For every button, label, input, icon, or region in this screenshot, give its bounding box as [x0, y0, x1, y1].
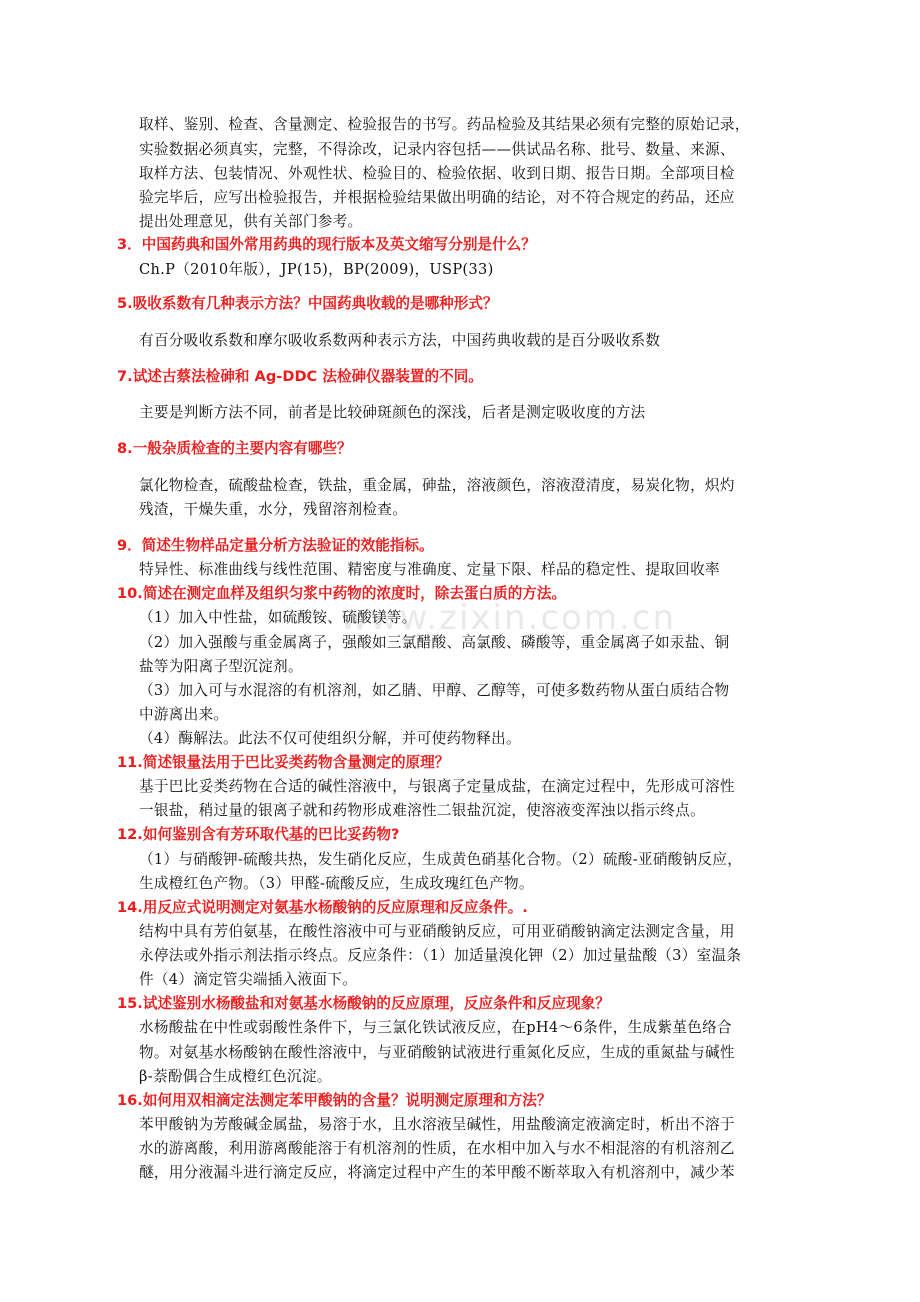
question-heading: 12.如何鉴别含有芳环取代基的巴比妥药物?	[117, 826, 400, 843]
body-line: 结构中具有芳伯氨基，在酸性溶液中可与亚硝酸钠反应，可用亚硝酸钠滴定法测定含量，用	[139, 923, 735, 940]
body-line: β-萘酚偶合生成橙红色沉淀。	[139, 1068, 332, 1085]
body-line: 物。对氨基水杨酸钠在酸性溶液中，与亚硝酸钠试液进行重氮化反应，生成的重氮盐与碱性	[139, 1044, 735, 1061]
watermark: www.zixin.com.cn	[340, 598, 676, 638]
body-line: 氯化物检查，硫酸盐检查，铁盐，重金属，砷盐，溶液颜色，溶液澄清度，易炭化物，炽灼	[139, 477, 735, 494]
body-line: 中游离出来。	[139, 706, 229, 723]
body-line: Ch.P（2010年版），JP(15)，BP(2009)，USP(33)	[139, 261, 494, 278]
body-line: 盐等为阳离子型沉淀剂。	[139, 658, 303, 675]
body-line: 醚，用分液漏斗进行滴定反应，将滴定过程中产生的苯甲酸不断萃取入有机溶剂中，减少苯	[139, 1164, 735, 1181]
body-line: 主要是判断方法不同，前者是比较砷斑颜色的深浅，后者是测定吸收度的方法	[139, 404, 646, 421]
body-line: （1）与硝酸钾-硫酸共热，发生硝化反应，生成黄色硝基化合物。（2）硫酸-亚硝酸钠反应，	[139, 851, 743, 868]
body-line: 实验数据必须真实，完整，不得涂改，记录内容包括——供试品名称、批号、数量、来源、	[139, 141, 735, 158]
question-heading: 3．中国药典和国外常用药典的现行版本及英文缩写分别是什么？	[117, 236, 536, 253]
body-line: 一银盐，稍过量的银离子就和药物形成难溶性二银盐沉淀，使溶液变浑浊以指示终点。	[139, 802, 705, 819]
body-line: 残渣，干燥失重，水分，残留溶剂检查。	[139, 501, 408, 518]
question-heading: 11.简述银量法用于巴比妥类药物含量测定的原理？	[117, 754, 450, 771]
body-line: （2）加入强酸与重金属离子，强酸如三氯醋酸、高氯酸、磷酸等，重金属离子如汞盐、铜	[139, 634, 730, 651]
body-line: 生成橙红色产物。（3）甲醛-硫酸反应，生成玫瑰红色产物。	[139, 875, 534, 892]
body-line: 苯甲酸钠为芳酸碱金属盐，易溶于水，且水溶液呈碱性，用盐酸滴定液滴定时，析出不溶于	[139, 1116, 735, 1133]
question-heading: 9．简述生物样品定量分析方法验证的效能指标。	[117, 537, 434, 554]
body-line: 件（4）滴定管尖端插入液面下。	[139, 971, 358, 988]
question-heading: 15.试述鉴别水杨酸盐和对氨基水杨酸钠的反应原理，反应条件和反应现象？	[117, 995, 610, 1012]
body-line: （3）加入可与水混溶的有机溶剂，如乙腈、甲醇、乙醇等，可使多数药物从蛋白质结合物	[139, 682, 730, 699]
body-line: （1）加入中性盐，如硫酸铵、硫酸镁等。	[139, 609, 417, 626]
body-line: 水的游离酸，利用游离酸能溶于有机溶剂的性质，在水相中加入与水不相混溶的有机溶剂乙	[139, 1140, 735, 1157]
body-line: （4）酶解法。此法不仅可使组织分解，并可使药物释出。	[139, 730, 521, 747]
body-line: 水杨酸盐在中性或弱酸性条件下，与三氯化铁试液反应，在pH4～6条件，生成紫堇色络合	[139, 1019, 732, 1036]
body-line: 有百分吸收系数和摩尔吸收系数两种表示方法，中国药典收载的是百分吸收系数	[139, 332, 661, 349]
body-line: 提出处理意见，供有关部门参考。	[139, 213, 363, 230]
body-line: 取样方法、包装情况、外观性状、检验目的、检验依据、收到日期、报告日期。全部项目检	[139, 165, 735, 182]
body-line: 特异性、标准曲线与线性范围、精密度与准确度、定量下限、样品的稳定性、提取回收率	[139, 561, 720, 578]
body-line: 验完毕后，应写出检验报告，并根据检验结果做出明确的结论，对不符合规定的药品，还应	[139, 189, 735, 206]
question-heading: 5.吸收系数有几种表示方法？中国药典收载的是哪种形式？	[117, 295, 498, 312]
body-line: 取样、鉴别、检查、含量测定、检验报告的书写。药品检验及其结果必须有完整的原始记录，	[139, 116, 750, 133]
question-heading: 8.一般杂质检查的主要内容有哪些？	[117, 440, 352, 457]
body-line: 永停法或外指示剂法指示终点。反应条件：（1）加适量溴化钾（2）加过量盐酸（3）室温条	[139, 947, 742, 964]
question-heading: 16.如何用双相滴定法测定苯甲酸钠的含量？说明测定原理和方法？	[117, 1092, 552, 1109]
question-heading: 14.用反应式说明测定对氨基水杨酸钠的反应原理和反应条件。.	[117, 899, 528, 916]
question-heading: 7.试述古蔡法检砷和 Ag-DDC 法检砷仪器装置的不同。	[117, 368, 483, 385]
body-line: 基于巴比妥类药物在合适的碱性溶液中，与银离子定量成盐，在滴定过程中，先形成可溶性	[139, 778, 735, 795]
question-heading: 10.简述在测定血样及组织匀浆中药物的浓度时，除去蛋白质的方法。	[117, 585, 567, 602]
